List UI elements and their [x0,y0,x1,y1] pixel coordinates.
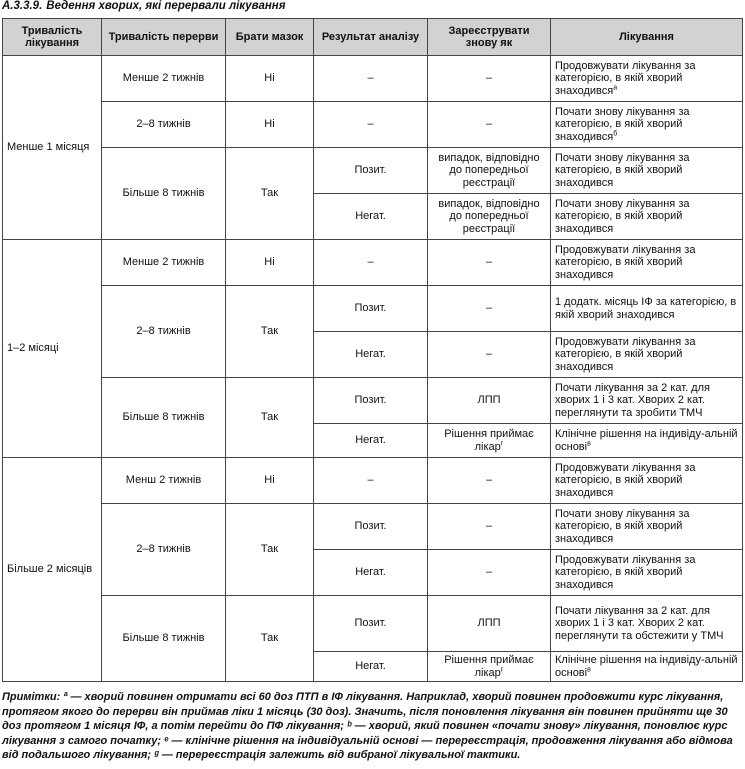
footnote-mark: г [500,665,504,673]
caption-number: А.3.3.9. [2,0,43,12]
treatment-cell [551,194,743,240]
treatment-text: Клінічне рішення на індивіду-альній основі [555,428,738,453]
result-cell: Негат. [314,652,428,682]
treatment-text: Продовжувати лікування за категорією, в якій хворий знаходився [555,461,696,499]
treatment-cell [551,148,743,194]
treatment-text: Продовжувати лікування за категорією, в якій хворий знаходився [555,243,696,281]
treatment-cell [551,286,743,332]
break-cell: 2–8 тижнів [102,102,226,148]
break-cell: 2–8 тижнів [102,286,226,378]
treatment-text: Почати лікування за 2 кат. для хворих 1 і 3 кат. Хворих 2 кат. переглянути та обстежити у ТМЧ [555,604,724,642]
treatment-cell [551,550,743,596]
table-row [3,378,743,424]
treatment-cell [551,378,743,424]
register-cell [428,652,551,682]
smear-cell: Ні [226,240,314,286]
result-cell: Позит. [314,596,428,652]
header-treatment-duration: Тривалість лікування [3,19,102,56]
result-cell: – [314,102,428,148]
register-cell [428,424,551,458]
treatment-cell [551,240,743,286]
smear-cell: Так [226,596,314,682]
table-row [3,102,743,148]
table-row [3,458,743,504]
smear-cell: Ні [226,56,314,102]
result-cell: Негат. [314,194,428,240]
header-take-smear: Брати мазок [226,19,314,56]
smear-cell: Так [226,148,314,240]
table-caption [2,0,286,12]
treatment-table [2,18,743,682]
table-row [3,240,743,286]
header-register-as: Зареєструвати знову як [428,19,551,56]
header-analysis-result: Результат аналізу [314,19,428,56]
result-cell: – [314,458,428,504]
treatment-cell [551,424,743,458]
treatment-text: Почати знову лікування за категорією, в якій хворий знаходився [555,105,690,143]
result-cell: – [314,56,428,102]
smear-cell: Так [226,378,314,458]
result-cell: – [314,240,428,286]
table-row [3,148,743,194]
register-text: Рішення приймає лікар [444,654,534,679]
table-row [3,596,743,652]
break-cell: Менше 2 тижнів [102,240,226,286]
register-text: Рішення приймає лікар [444,428,534,453]
treatment-text: Продовжувати лікування за категорією, в якій хворий знаходився [555,553,696,591]
result-cell: Негат. [314,424,428,458]
table-header-row [3,19,743,56]
table-notes [2,690,742,763]
register-cell: – [428,56,551,102]
register-cell: – [428,240,551,286]
register-cell: випадок, відповідно до попередньої реєстрації [428,194,551,240]
duration-group-cell: Менше 1 місяця [3,56,102,240]
break-cell: Більше 8 тижнів [102,378,226,458]
treatment-text: Продовжувати лікування за категорією, в якій хворий знаходився [555,59,696,97]
smear-cell: Ні [226,458,314,504]
treatment-cell [551,652,743,682]
result-cell: Позит. [314,286,428,332]
treatment-text: Почати знову лікування за категорією, в якій хворий знаходився [555,151,690,189]
duration-group-cell: Більше 2 місяців [3,458,102,682]
table-row [3,56,743,102]
caption-title: Ведення хворих, які перервали лікування [46,0,286,12]
break-cell: Більше 8 тижнів [102,596,226,682]
table-row [3,504,743,550]
break-cell: Більше 8 тижнів [102,148,226,240]
register-cell: випадок, відповідно до попередньої реєстрації [428,148,551,194]
smear-cell: Ні [226,102,314,148]
treatment-cell [551,458,743,504]
treatment-cell [551,504,743,550]
treatment-text: Продовжувати лікування за категорією, в якій хворий знаходився [555,335,696,373]
table-row [3,286,743,332]
smear-cell: Так [226,286,314,378]
header-treatment: Лікування [551,19,743,56]
treatment-text: Клінічне рішення на індивіду-альній основі [555,654,738,679]
treatment-text: Почати знову лікування за категорією, в якій хворий знаходився [555,197,690,235]
register-cell: – [428,550,551,596]
result-cell: Негат. [314,332,428,378]
footnote-mark: г [500,439,504,447]
treatment-cell [551,56,743,102]
notes-label: Примітки: [2,691,61,703]
treatment-text: Почати знову лікування за категорією, в якій хворий знаходився [555,507,690,545]
register-cell: – [428,458,551,504]
result-cell: Позит. [314,504,428,550]
treatment-text: Почати лікування за 2 кат. для хворих 1 і 3 кат. Хворих 2 кат. переглянути та зробити ТМЧ [555,381,710,419]
result-cell: Негат. [314,550,428,596]
footnote-mark: в [587,665,591,673]
footnote-mark: б [613,130,618,138]
header-break-duration: Тривалість перерви [102,19,226,56]
treatment-text: 1 додатк. місяць ІФ за категорією, в якій хворий знаходився [555,296,737,321]
result-cell: Позит. [314,378,428,424]
break-cell: 2–8 тижнів [102,504,226,596]
register-cell: ЛПП [428,596,551,652]
treatment-cell [551,102,743,148]
register-cell: ЛПП [428,378,551,424]
register-cell: – [428,102,551,148]
smear-cell: Так [226,504,314,596]
notes-text: ª — хворий повинен отримати всі 60 доз ПТП в ІФ лікування. Наприклад, хворий повинен продовжити курс лікування, протягом якого до перерви він приймав ліки 1 місяць (30 доз). Значить, після поновлення лікування він повинен прийняти ще 30 доз протягом 1 місяця ІФ, а потім перейти до ПФ лікування; ᵇ — хворий, який повинен «почати знову» лікування, поновлює курс лікування з самого початку; ᵉ — клінічне рішення на індивідуальній основі — перереєстрація, продовження лікування або відмова від подальшого лікування; ᵍ — перереєстрація залежить від вибраної лікувальної тактики. [2,691,733,762]
footnote-mark: а [613,84,618,92]
break-cell: Менше 2 тижнів [102,56,226,102]
footnote-mark: в [587,439,591,447]
treatment-cell [551,596,743,652]
register-cell: – [428,504,551,550]
register-cell: – [428,286,551,332]
break-cell: Менш 2 тижнів [102,458,226,504]
duration-group-cell: 1–2 місяці [3,240,102,458]
result-cell: Позит. [314,148,428,194]
treatment-cell [551,332,743,378]
register-cell: – [428,332,551,378]
